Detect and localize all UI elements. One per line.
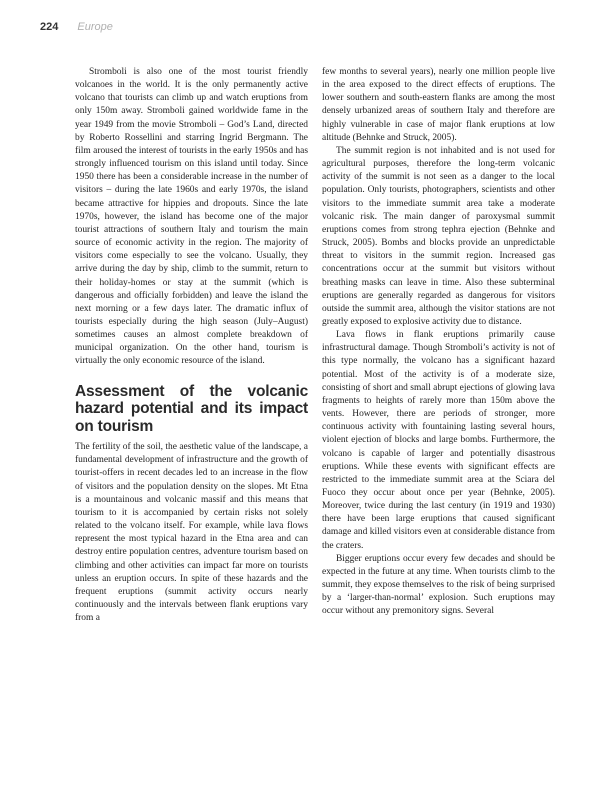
paragraph-stromboli-tourism: Stromboli is also one of the most tourist friendly volcanoes in the world. It is the only permanently active volcano that tourists can climb up and watch eruptions from only 150m away. Stromboli gained worldwide fame in the year 1949 from the movie Stromboli – God’s Land, directed by Roberto Rossellini and starring Ingrid Bergmann. The film aroused the interest of tourists in the early 1950s and has strongly influenced tourism on this island until today. Since 1950 there has been a considerable increase in the number of visitors – during the late 1960s and early 1970s, the island became attractive for hippies and dropouts. Since the late 1970s, however, the island has become one of the major tourist attractions of southern Italy and tourism the main source of economic activity in the region. The majority of visitors come especially to see the volcano. Usually, they arrive during the day by ship, climb to the summit, return to their holiday-homes or stay at the summit (which is dangerous and officially forbidden) and leave the island the next morning or a few days later. The dramatic influx of tourists especially during the high season (July–August) sometimes causes an almost complete breakdown of municipal organization. On the other hand, tourism is virtually the only economic resource of the island. bbox=[75, 67, 308, 367]
page-header bbox=[40, 21, 113, 33]
paragraph-summit-region: The summit region is not inhabited and is not used for agricultural purposes, therefore the long-term volcanic activity of the summit is not seen as a danger to the local population. Only tourists, photographers, scientists and other visitors to the immediate summit area take a moderate volcanic risk. The main danger of paroxysmal summit eruptions comes from strong tephra ejection (Behnke and Struck, 2005). Bombs and blocks provide an unpredictable threat to visitors in the summit region. Increased gas concentrations occur at the summit but visitors without breathing masks can leave in time. Also these subterminal eruptions are generally regarded as dangerous for visitors outside the summit area, although the visitor stations are not greatly exposed to explosive activity due to distance. bbox=[322, 145, 555, 327]
paragraph-bigger-eruptions: Bigger eruptions occur every few decades and should be expected in the future at any time. When tourists climb to the summit, they expose themselves to the risk of being surprised by a ‘larger-than-normal’ explosion. Such eruptions may occur without any premonitory signs. Several bbox=[322, 553, 555, 617]
left-column bbox=[75, 66, 308, 625]
paragraph-etna-fertility: The fertility of the soil, the aesthetic value of the landscape, a fundamental development of infrastructure and the growth of tourist-offers in recent decades led to an increase in the flow of visitors and the population density on the slopes. Mt Etna is a mountainous and volcanic massif and this means that tourism to it is accompanied by certain risks not solely related to the volcano itself. For example, while lava flows represent the most typical hazard in the Etna area and can destroy entire population centres, adventure tourism based on climbing and other activities can impact far more on tourists unless an eruption occurs. In spite of these hazards and the frequent eruptions (summit activity occurs nearly continuously and the intervals between flank eruptions vary from a bbox=[75, 442, 308, 624]
paragraph-lava-flows: Lava flows in flank eruptions primarily cause infrastructural damage. Though Stromboli’s activity is not of this type normally, the volcano has a significant hazard potential. Most of the activity is of a moderate size, consisting of short and small abrupt ejections of glowing lava fragments to heights of rarely more than 150m above the vents. However, there are periods of stronger, more continuous activity with fountaining lasting several hours, violent ejection of blocks and large bombs. Furthermore, the volcano is capable of larger and potentially disastrous eruptions. While these events with significant effects are restricted to the immediate summit area at the Sciara del Fuoco they occur about once per year (Behnke, 2005). Moreover, twice during the last century (in 1919 and 1930) there have been large eruptions that caused significant damage and killed visitors even at considerable distance from the craters. bbox=[322, 330, 555, 551]
paragraph-population-exposure: few months to several years), nearly one million people live in the area exposed to the direct effects of eruptions. The lower southern and south-eastern flanks are among the most densely urbanized areas of southern Italy and therefore are highly vulnerable in case of major flank eruptions at low altitude (Behnke and Struck, 2005). bbox=[322, 67, 555, 143]
right-column bbox=[322, 66, 555, 619]
running-section-title: Europe bbox=[77, 21, 113, 33]
section-heading: Assessment of the volcanic hazard potential and its impact on tourism bbox=[75, 382, 308, 435]
page-number: 224 bbox=[40, 21, 59, 33]
